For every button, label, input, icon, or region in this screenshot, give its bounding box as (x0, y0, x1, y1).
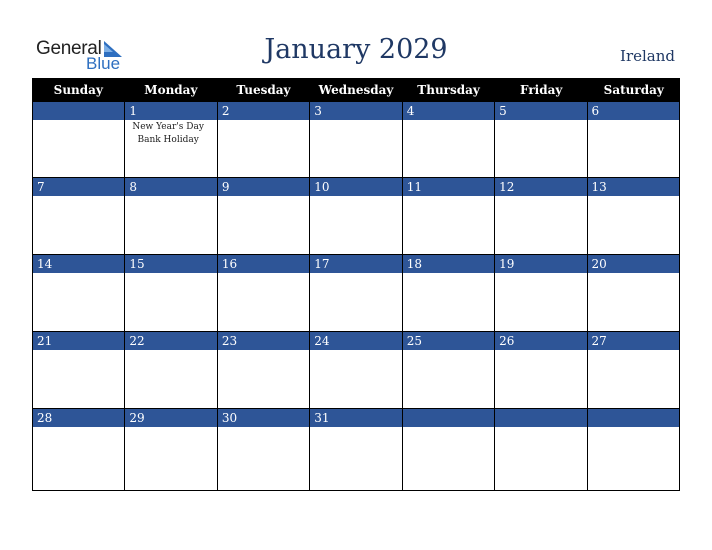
calendar-day-cell (403, 255, 495, 331)
day-number: 21 (33, 332, 124, 350)
calendar-day-cell (125, 332, 217, 408)
calendar-day-cell (588, 178, 679, 254)
weekday-friday: Friday (520, 83, 563, 97)
calendar-day-cell (588, 102, 679, 177)
calendar-day-cell (588, 255, 679, 331)
calendar-day-cell (310, 409, 402, 490)
day-number: 7 (33, 178, 124, 196)
calendar-day-cell (403, 409, 495, 490)
page-title: January 2029 (264, 34, 448, 65)
day-number: 8 (125, 178, 216, 196)
day-number: 31 (310, 409, 401, 427)
day-number: 18 (403, 255, 494, 273)
calendar-day-cell (218, 178, 310, 254)
weekday-sunday: Sunday (53, 83, 103, 97)
calendar-day-cell (403, 332, 495, 408)
day-number: 12 (495, 178, 586, 196)
day-number: 6 (588, 102, 679, 120)
day-number: 29 (125, 409, 216, 427)
calendar-day-cell (588, 332, 679, 408)
calendar-day-cell (33, 178, 125, 254)
weekday-header-row (32, 78, 680, 102)
calendar-week-row (32, 332, 680, 409)
day-number: 9 (218, 178, 309, 196)
calendar-day-cell (310, 102, 402, 177)
calendar-day-cell (33, 102, 125, 177)
calendar-week-row (32, 102, 680, 178)
calendar-day-cell (218, 332, 310, 408)
day-number (588, 409, 679, 427)
calendar-week-row (32, 409, 680, 491)
weekday-tuesday: Tuesday (236, 83, 291, 97)
holiday-label: Bank Holiday (137, 135, 199, 145)
calendar-day-cell (125, 178, 217, 254)
holiday-label: New Year's Day (132, 122, 204, 132)
calendar-day-cell (495, 178, 587, 254)
calendar-day-cell (33, 409, 125, 490)
weeks-container (32, 102, 680, 491)
calendar-day-cell (218, 102, 310, 177)
day-number (33, 102, 124, 120)
calendar-day-cell (403, 102, 495, 177)
calendar-day-cell (310, 332, 402, 408)
weekday-saturday: Saturday (603, 83, 664, 97)
day-number: 23 (218, 332, 309, 350)
day-number: 16 (218, 255, 309, 273)
country-label: Ireland (620, 47, 675, 65)
calendar-day-cell (218, 255, 310, 331)
day-number: 24 (310, 332, 401, 350)
logo-word-general: General (36, 38, 102, 59)
calendar-day-cell (495, 332, 587, 408)
day-number: 25 (403, 332, 494, 350)
calendar-day-cell (403, 178, 495, 254)
day-number: 3 (310, 102, 401, 120)
day-number: 13 (588, 178, 679, 196)
calendar-week-row (32, 178, 680, 255)
calendar-grid (32, 78, 680, 491)
day-number: 27 (588, 332, 679, 350)
weekday-monday: Monday (144, 83, 198, 97)
day-number: 1 (125, 102, 216, 120)
calendar-day-cell (125, 409, 217, 490)
day-number: 4 (403, 102, 494, 120)
calendar-day-cell (495, 102, 587, 177)
day-number (495, 409, 586, 427)
day-number: 19 (495, 255, 586, 273)
day-number: 26 (495, 332, 586, 350)
calendar-week-row (32, 255, 680, 332)
logo-word-blue: Blue (86, 54, 121, 73)
calendar-day-cell (125, 102, 217, 177)
day-number: 28 (33, 409, 124, 427)
day-number: 20 (588, 255, 679, 273)
day-number: 5 (495, 102, 586, 120)
day-number: 22 (125, 332, 216, 350)
day-number: 2 (218, 102, 309, 120)
calendar-day-cell (33, 255, 125, 331)
calendar-day-cell (218, 409, 310, 490)
calendar-day-cell (33, 332, 125, 408)
day-number: 30 (218, 409, 309, 427)
calendar-day-cell (125, 255, 217, 331)
calendar-day-cell (495, 255, 587, 331)
day-number: 10 (310, 178, 401, 196)
day-number: 17 (310, 255, 401, 273)
day-number: 11 (403, 178, 494, 196)
day-number: 15 (125, 255, 216, 273)
weekday-wednesday: Wednesday (318, 83, 394, 97)
day-number (403, 409, 494, 427)
calendar-day-cell (495, 409, 587, 490)
day-number: 14 (33, 255, 124, 273)
calendar-day-cell (310, 178, 402, 254)
calendar-day-cell (588, 409, 679, 490)
calendar-day-cell (310, 255, 402, 331)
weekday-thursday: Thursday (417, 83, 480, 97)
